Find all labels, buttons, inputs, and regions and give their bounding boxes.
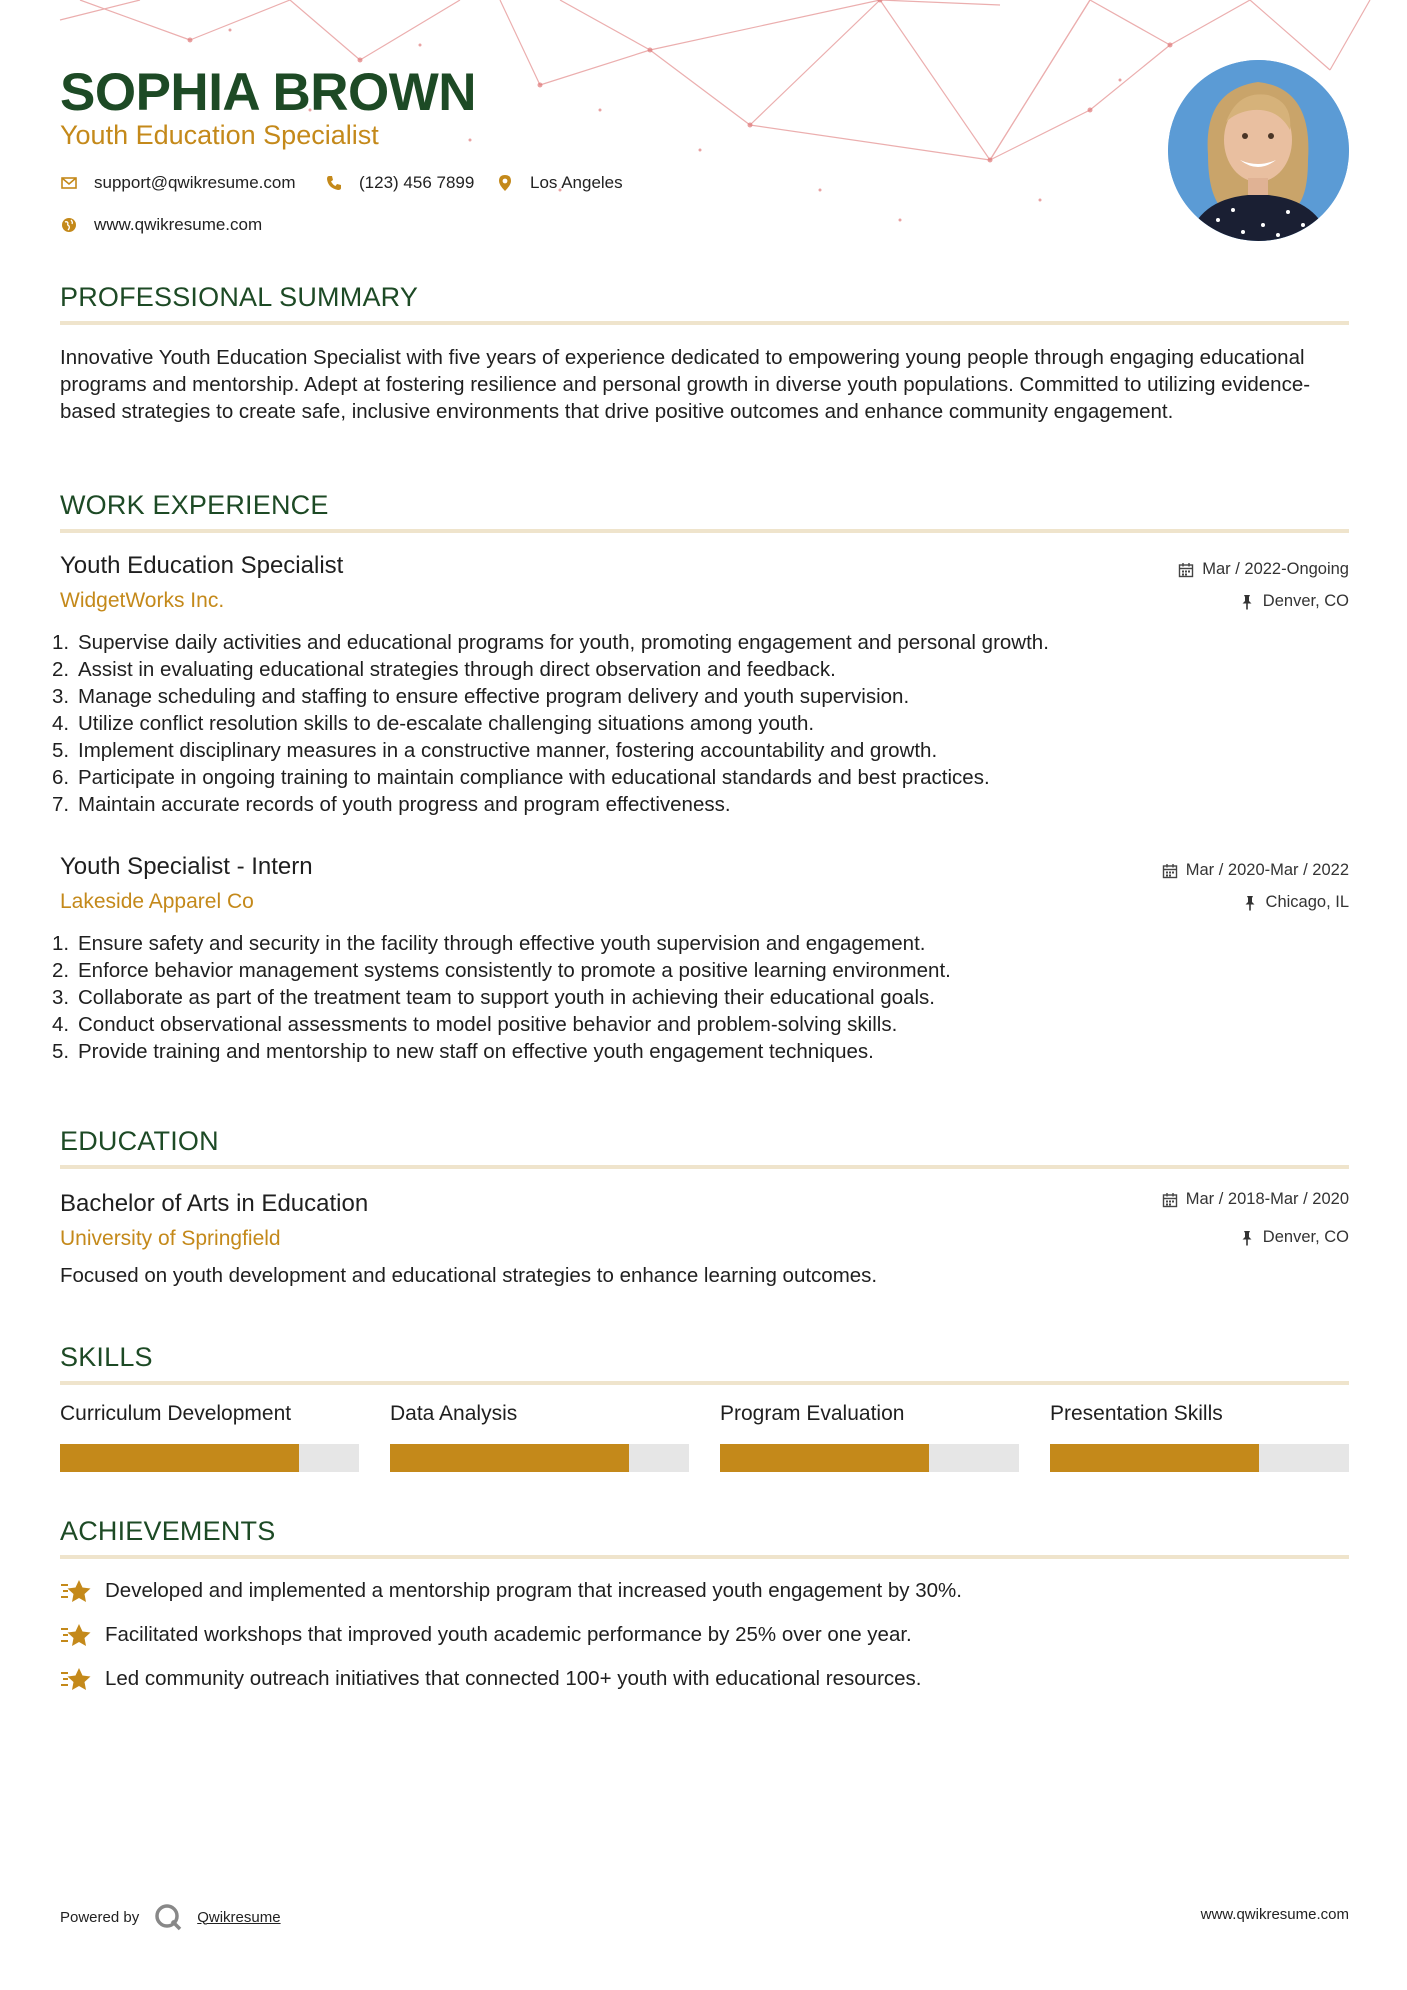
pushpin-icon (1239, 1230, 1255, 1246)
skills-heading: SKILLS (60, 1342, 153, 1372)
list-item: 1. Ensure safety and security in the facility through effective youth supervision and engagement. (52, 932, 926, 955)
skill-label: Data Analysis (390, 1402, 518, 1425)
list-item: 7. Maintain accurate records of youth progress and program effectiveness. (52, 793, 731, 816)
contact-phone-text: (123) 456 7899 (359, 173, 475, 192)
job-dates-text: Mar / 2020-Mar / 2022 (1185, 861, 1349, 879)
powered-by-label: Powered by (60, 1908, 140, 1926)
qwikresume-link[interactable]: Qwikresume (197, 1908, 281, 1926)
skill-bar (720, 1444, 1019, 1472)
education-location (1239, 1228, 1349, 1247)
candidate-role: Youth Education Specialist (60, 120, 379, 150)
contact-location (496, 173, 623, 193)
contact-website[interactable] (60, 215, 262, 235)
job-duties-list (52, 629, 1352, 818)
contact-website-text: www.qwikresume.com (94, 215, 263, 234)
achievement-text: Led community outreach initiatives that connected 100+ youth with educational resources. (105, 1667, 922, 1690)
skill-label: Presentation Skills (1050, 1402, 1223, 1425)
list-item: 4. Conduct observational assessments to model positive behavior and problem-solving skills. (52, 1013, 898, 1036)
achievement-item (60, 1622, 912, 1648)
skills-divider (60, 1381, 1349, 1385)
calendar-icon (1162, 863, 1178, 879)
skill-bar-fill (60, 1444, 299, 1472)
envelope-icon (60, 174, 78, 192)
job-dates-text: Mar / 2022-Ongoing (1202, 560, 1349, 578)
skill-bar-fill (390, 1444, 629, 1472)
qwikresume-logo-icon (153, 1902, 183, 1932)
contact-email[interactable] (60, 173, 296, 193)
candidate-name: SOPHIA BROWN (60, 63, 477, 122)
achievements-divider (60, 1555, 1349, 1559)
achievement-text: Facilitated workshops that improved youth academic performance by 25% over one year. (105, 1623, 912, 1646)
achievement-text: Developed and implemented a mentorship program that increased youth engagement by 30%. (105, 1579, 962, 1602)
skill-bar-fill (720, 1444, 929, 1472)
job-title: Youth Specialist - Intern (60, 853, 313, 880)
skill-item (720, 1402, 1019, 1472)
pushpin-icon (1242, 895, 1258, 911)
list-item: 6. Participate in ongoing training to maintain compliance with educational standards and best practices. (52, 766, 990, 789)
skill-label: Program Evaluation (720, 1402, 905, 1425)
job-location (1242, 893, 1349, 912)
skill-bar (390, 1444, 689, 1472)
calendar-icon (1178, 562, 1194, 578)
skill-bar (1050, 1444, 1349, 1472)
education-divider (60, 1165, 1349, 1169)
skill-item (1050, 1402, 1349, 1472)
education-dates (1162, 1190, 1349, 1209)
list-item: 5. Provide training and mentorship to new staff on effective youth engagement techniques. (52, 1040, 874, 1063)
job-location-text: Chicago, IL (1265, 893, 1349, 911)
skill-item (390, 1402, 689, 1472)
summary-text: Innovative Youth Education Specialist with five years of experience dedicated to empowering young people through engaging educational programs and mentorship. Adept at fostering resilience and personal growth in diverse youth populations. Committed to utilizing evidence-based strategies to create safe, inclusive environments that drive positive outcomes and enhance community engagement. (60, 346, 1311, 423)
globe-icon (60, 216, 78, 234)
job-location (1239, 592, 1349, 611)
degree-title: Bachelor of Arts in Education (60, 1190, 369, 1217)
list-item: 5. Implement disciplinary measures in a constructive manner, fostering accountability and growth. (52, 739, 938, 762)
star-icon (60, 1666, 92, 1692)
education-dates-text: Mar / 2018-Mar / 2020 (1185, 1190, 1349, 1208)
job-duties-list (52, 930, 1352, 1065)
footer-website[interactable]: www.qwikresume.com (1200, 1906, 1349, 1923)
calendar-icon (1162, 1192, 1178, 1208)
job-title: Youth Education Specialist (60, 552, 344, 579)
experience-divider (60, 529, 1349, 533)
job-company: WidgetWorks Inc. (60, 589, 225, 612)
summary-heading: PROFESSIONAL SUMMARY (60, 282, 419, 312)
list-item: 2. Enforce behavior management systems consistently to promote a positive learning environment. (52, 959, 951, 982)
list-item: 2. Assist in evaluating educational strategies through direct observation and feedback. (52, 658, 836, 681)
summary-divider (60, 321, 1349, 325)
star-icon (60, 1622, 92, 1648)
education-heading: EDUCATION (60, 1126, 219, 1156)
skill-bar-fill (1050, 1444, 1259, 1472)
list-item: 3. Manage scheduling and staffing to ensure effective program delivery and youth supervision. (52, 685, 910, 708)
pushpin-icon (1239, 594, 1255, 610)
map-pin-icon (496, 174, 514, 192)
contact-location-text: Los Angeles (530, 173, 623, 192)
job-dates (1178, 560, 1349, 579)
achievements-heading: ACHIEVEMENTS (60, 1516, 276, 1546)
school-name: University of Springfield (60, 1227, 281, 1250)
phone-icon (325, 174, 343, 192)
list-item: 3. Collaborate as part of the treatment team to support youth in achieving their educational goals. (52, 986, 935, 1009)
job-company: Lakeside Apparel Co (60, 890, 254, 913)
contact-email-text: support@qwikresume.com (94, 173, 296, 192)
list-item: 4. Utilize conflict resolution skills to de-escalate challenging situations among youth. (52, 712, 815, 735)
skill-item (60, 1402, 359, 1472)
star-icon (60, 1578, 92, 1604)
education-description: Focused on youth development and educational strategies to enhance learning outcomes. (60, 1264, 878, 1287)
job-location-text: Denver, CO (1262, 592, 1349, 610)
profile-photo (1168, 60, 1349, 241)
skill-bar (60, 1444, 359, 1472)
powered-by (60, 1902, 281, 1932)
skill-label: Curriculum Development (60, 1402, 292, 1425)
job-dates (1162, 861, 1349, 880)
experience-heading: WORK EXPERIENCE (60, 490, 329, 520)
education-location-text: Denver, CO (1262, 1228, 1349, 1246)
achievement-item (60, 1666, 922, 1692)
list-item: 1. Supervise daily activities and educational programs for youth, promoting engagement and personal growth. (52, 631, 1049, 654)
achievement-item (60, 1578, 962, 1604)
contact-phone[interactable] (325, 173, 474, 193)
